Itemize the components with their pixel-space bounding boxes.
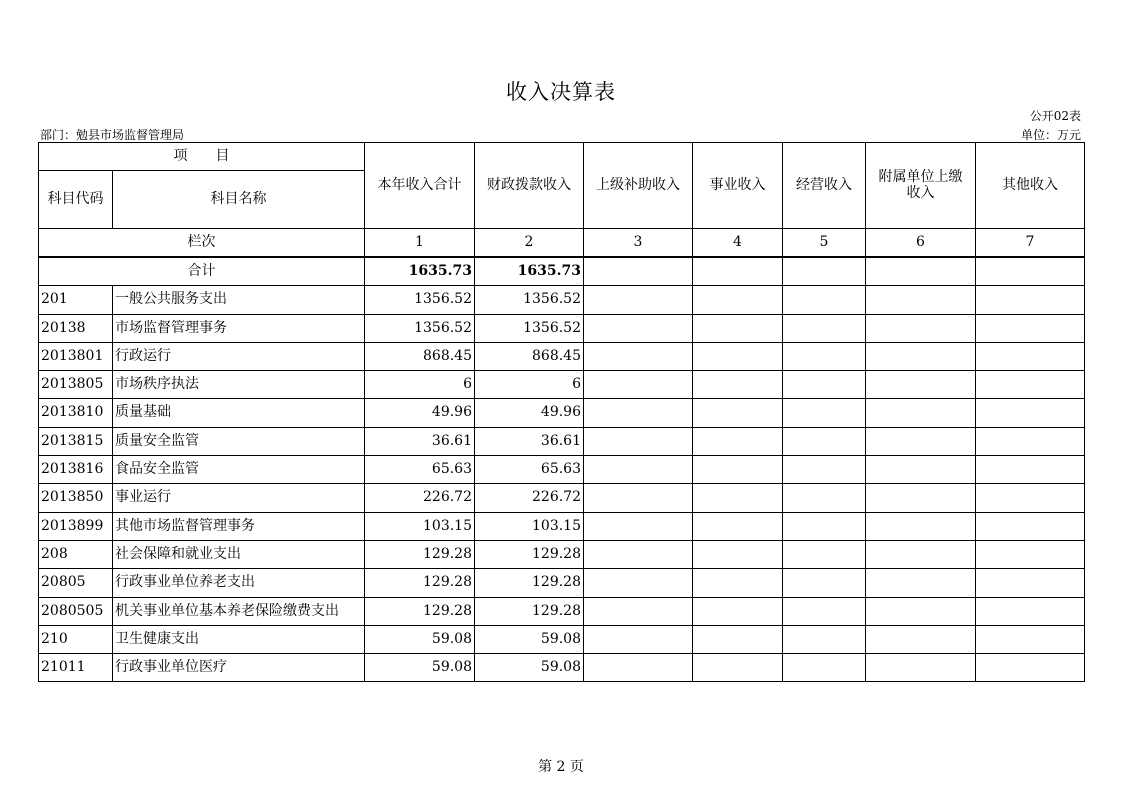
index-label: 栏次	[39, 229, 365, 258]
row-empty-cell	[584, 456, 693, 484]
row-value-1: 226.72	[365, 484, 475, 512]
row-value-1: 103.15	[365, 512, 475, 540]
row-code: 201	[39, 286, 113, 314]
row-empty-cell	[866, 456, 976, 484]
index-num: 6	[866, 229, 976, 258]
row-empty-cell	[783, 456, 866, 484]
row-empty-cell	[584, 427, 693, 455]
row-empty-cell	[976, 427, 1085, 455]
row-value-2: 49.96	[475, 399, 584, 427]
header-col-6: 附属单位上缴收入	[866, 143, 976, 229]
header-col-1: 本年收入合计	[365, 143, 475, 229]
row-empty-cell	[584, 540, 693, 568]
page-number: 第 2 页	[538, 759, 584, 775]
row-value-1: 129.28	[365, 597, 475, 625]
row-empty-cell	[866, 399, 976, 427]
row-empty-cell	[866, 484, 976, 512]
header-col-4: 事业收入	[693, 143, 783, 229]
row-empty-cell	[584, 314, 693, 342]
row-empty-cell	[976, 597, 1085, 625]
row-value-1: 868.45	[365, 342, 475, 370]
row-name: 行政事业单位医疗	[113, 654, 365, 682]
row-name: 其他市场监督管理事务	[113, 512, 365, 540]
table-row	[39, 399, 1085, 427]
row-code: 21011	[39, 654, 113, 682]
row-empty-cell	[783, 371, 866, 399]
row-empty-cell	[584, 569, 693, 597]
row-empty-cell	[584, 512, 693, 540]
unit-label: 单位：万元	[1020, 128, 1081, 142]
total-label: 合计	[39, 257, 365, 286]
row-code: 2013810	[39, 399, 113, 427]
row-value-1: 1356.52	[365, 314, 475, 342]
row-empty-cell	[866, 569, 976, 597]
row-empty-cell	[976, 512, 1085, 540]
page-title: 收入决算表	[506, 80, 616, 104]
header-col-7: 其他收入	[976, 143, 1085, 229]
total-value-1: 1635.73	[365, 257, 475, 286]
header-name: 科目名称	[113, 171, 365, 229]
header-project: 项 目	[39, 143, 365, 171]
header-col-2: 财政拨款收入	[475, 143, 584, 229]
row-empty-cell	[976, 286, 1085, 314]
row-code: 20805	[39, 569, 113, 597]
row-empty-cell	[783, 512, 866, 540]
row-value-2: 129.28	[475, 597, 584, 625]
index-num: 1	[365, 229, 475, 258]
row-empty-cell	[866, 512, 976, 540]
row-empty-cell	[693, 286, 783, 314]
row-name: 事业运行	[113, 484, 365, 512]
row-value-1: 129.28	[365, 540, 475, 568]
table-row	[39, 625, 1085, 653]
table-row	[39, 597, 1085, 625]
table-row	[39, 427, 1085, 455]
row-empty-cell	[693, 371, 783, 399]
row-value-2: 1356.52	[475, 286, 584, 314]
row-value-1: 49.96	[365, 399, 475, 427]
row-value-2: 226.72	[475, 484, 584, 512]
row-empty-cell	[693, 484, 783, 512]
table-row	[39, 456, 1085, 484]
row-value-2: 65.63	[475, 456, 584, 484]
row-value-2: 129.28	[475, 540, 584, 568]
row-empty-cell	[866, 654, 976, 682]
row-name: 社会保障和就业支出	[113, 540, 365, 568]
department-label: 部门：勉县市场监督管理局	[40, 128, 185, 142]
row-value-2: 1356.52	[475, 314, 584, 342]
row-empty-cell	[693, 342, 783, 370]
row-code: 2013815	[39, 427, 113, 455]
table-row	[39, 512, 1085, 540]
row-empty-cell	[693, 625, 783, 653]
header-code: 科目代码	[39, 171, 113, 229]
row-empty-cell	[866, 427, 976, 455]
table-row	[39, 654, 1085, 682]
row-empty-cell	[866, 540, 976, 568]
form-number: 公开02表	[1029, 109, 1081, 123]
row-empty-cell	[693, 314, 783, 342]
row-name: 市场监督管理事务	[113, 314, 365, 342]
row-empty-cell	[693, 597, 783, 625]
row-empty-cell	[976, 484, 1085, 512]
row-name: 行政运行	[113, 342, 365, 370]
row-empty-cell	[584, 371, 693, 399]
row-empty-cell	[866, 371, 976, 399]
row-value-2: 36.61	[475, 427, 584, 455]
row-empty-cell	[783, 654, 866, 682]
row-empty-cell	[783, 342, 866, 370]
row-empty-cell	[976, 569, 1085, 597]
row-code: 2013816	[39, 456, 113, 484]
row-value-2: 6	[475, 371, 584, 399]
row-empty-cell	[783, 597, 866, 625]
row-name: 食品安全监管	[113, 456, 365, 484]
row-empty-cell	[693, 512, 783, 540]
table-row	[39, 314, 1085, 342]
table-row	[39, 342, 1085, 370]
row-empty-cell	[693, 456, 783, 484]
row-empty-cell	[693, 540, 783, 568]
row-code: 210	[39, 625, 113, 653]
row-empty-cell	[866, 625, 976, 653]
row-empty-cell	[976, 654, 1085, 682]
data-rows	[39, 286, 1085, 682]
row-empty-cell	[866, 597, 976, 625]
row-name: 质量基础	[113, 399, 365, 427]
row-value-1: 1356.52	[365, 286, 475, 314]
row-empty-cell	[584, 484, 693, 512]
row-empty-cell	[866, 342, 976, 370]
total-value-2: 1635.73	[475, 257, 584, 286]
row-empty-cell	[584, 399, 693, 427]
row-code: 2013850	[39, 484, 113, 512]
row-empty-cell	[584, 342, 693, 370]
row-empty-cell	[584, 625, 693, 653]
row-empty-cell	[783, 540, 866, 568]
row-empty-cell	[693, 654, 783, 682]
row-value-1: 59.08	[365, 625, 475, 653]
table-row	[39, 484, 1085, 512]
row-empty-cell	[783, 484, 866, 512]
row-value-1: 36.61	[365, 427, 475, 455]
row-value-1: 65.63	[365, 456, 475, 484]
row-value-2: 59.08	[475, 625, 584, 653]
row-empty-cell	[693, 569, 783, 597]
row-code: 2080505	[39, 597, 113, 625]
row-empty-cell	[976, 456, 1085, 484]
table-row	[39, 569, 1085, 597]
row-empty-cell	[693, 399, 783, 427]
row-empty-cell	[783, 569, 866, 597]
row-empty-cell	[584, 286, 693, 314]
index-num: 5	[783, 229, 866, 258]
row-name: 市场秩序执法	[113, 371, 365, 399]
row-name: 质量安全监管	[113, 427, 365, 455]
header-col-3: 上级补助收入	[584, 143, 693, 229]
row-value-2: 129.28	[475, 569, 584, 597]
row-empty-cell	[783, 314, 866, 342]
income-table	[38, 142, 1085, 682]
row-empty-cell	[866, 286, 976, 314]
table-row	[39, 371, 1085, 399]
row-value-1: 59.08	[365, 654, 475, 682]
row-name: 一般公共服务支出	[113, 286, 365, 314]
row-empty-cell	[584, 597, 693, 625]
index-num: 4	[693, 229, 783, 258]
table-row	[39, 540, 1085, 568]
row-name: 卫生健康支出	[113, 625, 365, 653]
row-code: 208	[39, 540, 113, 568]
row-value-2: 59.08	[475, 654, 584, 682]
table-row	[39, 286, 1085, 314]
row-empty-cell	[976, 342, 1085, 370]
row-value-1: 129.28	[365, 569, 475, 597]
row-code: 20138	[39, 314, 113, 342]
row-name: 行政事业单位养老支出	[113, 569, 365, 597]
row-name: 机关事业单位基本养老保险缴费支出	[113, 597, 365, 625]
row-empty-cell	[783, 399, 866, 427]
row-empty-cell	[976, 540, 1085, 568]
row-value-2: 103.15	[475, 512, 584, 540]
row-code: 2013801	[39, 342, 113, 370]
row-value-2: 868.45	[475, 342, 584, 370]
row-empty-cell	[866, 314, 976, 342]
row-empty-cell	[693, 427, 783, 455]
row-empty-cell	[976, 371, 1085, 399]
row-empty-cell	[783, 427, 866, 455]
row-empty-cell	[783, 286, 866, 314]
header-col-5: 经营收入	[783, 143, 866, 229]
index-num: 3	[584, 229, 693, 258]
index-num: 2	[475, 229, 584, 258]
row-code: 2013899	[39, 512, 113, 540]
row-code: 2013805	[39, 371, 113, 399]
row-empty-cell	[783, 625, 866, 653]
row-empty-cell	[584, 654, 693, 682]
row-empty-cell	[976, 625, 1085, 653]
row-empty-cell	[976, 399, 1085, 427]
row-empty-cell	[976, 314, 1085, 342]
row-value-1: 6	[365, 371, 475, 399]
index-num: 7	[976, 229, 1085, 258]
